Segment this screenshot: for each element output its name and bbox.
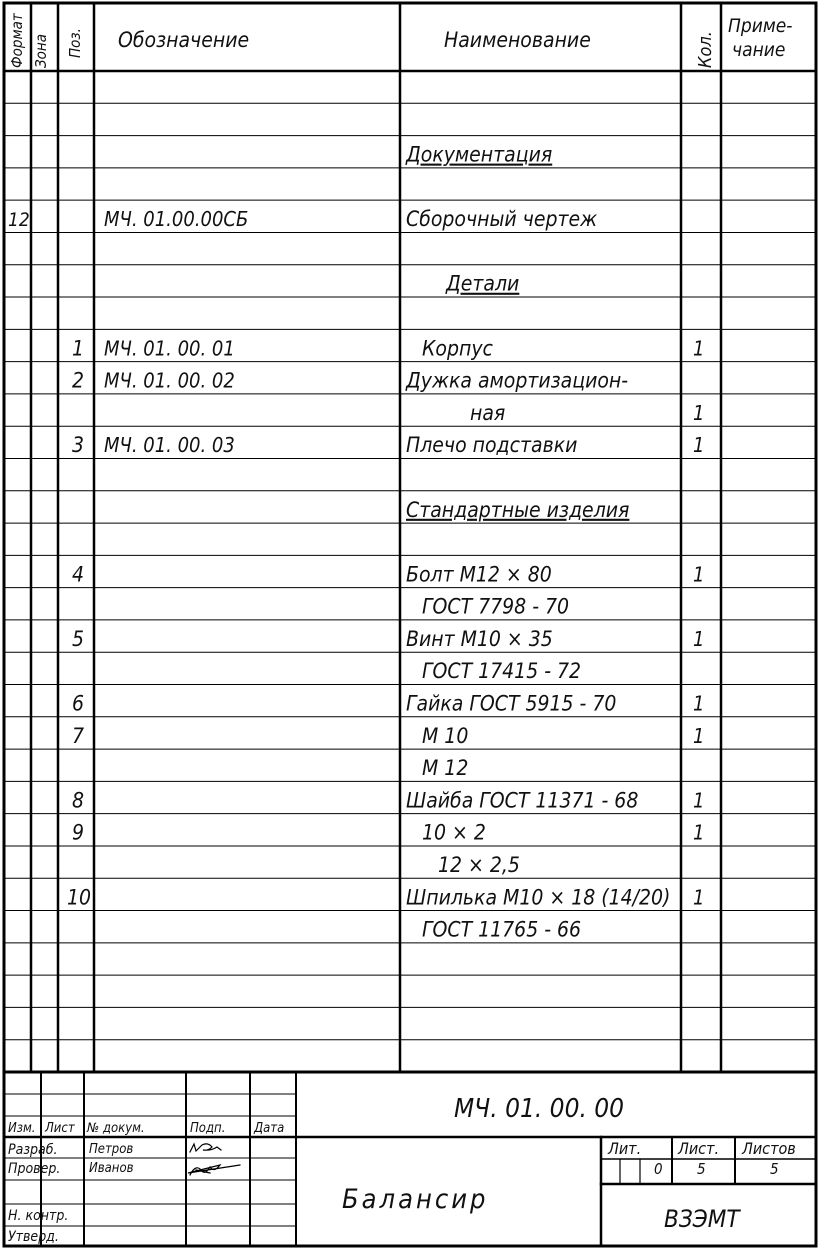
rev-header-sheet: Лист — [45, 1121, 75, 1136]
rev-header-change: Изм. — [8, 1121, 36, 1136]
title-block — [8, 1094, 796, 1245]
specification-rows — [8, 143, 704, 942]
header-qty: Кол. — [695, 31, 716, 68]
row-position: 6 — [72, 691, 85, 716]
sheets-value: 5 — [770, 1160, 779, 1178]
row-name: Сборочный чертеж — [406, 207, 598, 232]
row-quantity: 1 — [693, 433, 705, 458]
organization: ВЗЭМТ — [664, 1205, 740, 1233]
row-position: 7 — [72, 723, 85, 748]
row-format: 12 — [8, 209, 30, 232]
row-name: 12 × 2,5 — [438, 852, 520, 877]
name-checker: Иванов — [89, 1161, 134, 1176]
section-heading: Документация — [406, 142, 553, 167]
sheet-label: Лист. — [678, 1139, 720, 1158]
row-name: Винт М10 × 35 — [406, 626, 553, 651]
row-designation: МЧ. 01. 00. 02 — [104, 368, 235, 393]
row-position: 5 — [72, 626, 85, 651]
row-quantity: 1 — [693, 691, 705, 716]
row-name: ная — [470, 400, 506, 425]
row-designation: МЧ. 01.00.00СБ — [104, 207, 249, 232]
row-quantity: 1 — [693, 820, 705, 845]
header-note-line2: чание — [732, 39, 786, 61]
document-code: МЧ. 01. 00. 00 — [454, 1094, 625, 1124]
row-quantity: 1 — [693, 562, 705, 587]
header-name: Наименование — [444, 28, 591, 52]
row-name: 10 × 2 — [422, 820, 486, 845]
row-name: Гайка ГОСТ 5915 - 70 — [406, 691, 617, 716]
lit-value: 0 — [654, 1160, 663, 1178]
row-quantity: 1 — [693, 885, 705, 910]
header-pos: Поз. — [66, 28, 84, 58]
row-name: М 12 — [422, 756, 469, 781]
row-quantity: 1 — [693, 788, 705, 813]
row-name: ГОСТ 7798 - 70 — [422, 594, 570, 619]
row-position: 10 — [67, 885, 92, 910]
row-position: 2 — [72, 368, 85, 393]
role-norm-control: Н. контр. — [8, 1208, 69, 1224]
rev-header-sign: Подп. — [190, 1121, 226, 1136]
section-heading: Стандартные изделия — [406, 497, 630, 522]
rev-header-date: Дата — [254, 1121, 285, 1136]
signature-developer — [190, 1144, 221, 1152]
row-position: 8 — [72, 788, 85, 813]
row-designation: МЧ. 01. 00. 01 — [104, 336, 235, 361]
row-quantity: 1 — [693, 336, 705, 361]
row-quantity: 1 — [693, 626, 705, 651]
row-position: 3 — [72, 433, 85, 458]
signature-checker — [188, 1165, 240, 1175]
section-heading: Детали — [446, 271, 520, 296]
row-name: Корпус — [422, 336, 493, 361]
row-name: Шпилька М10 × 18 (14/20) — [406, 885, 671, 910]
row-designation: МЧ. 01. 00. 03 — [104, 433, 235, 458]
lit-label: Лит. — [608, 1139, 642, 1158]
row-name: ГОСТ 17415 - 72 — [422, 659, 582, 684]
row-position: 1 — [72, 336, 85, 361]
role-approver: Утверд. — [8, 1229, 59, 1245]
row-name: Болт М12 × 80 — [406, 562, 552, 587]
row-quantity: 1 — [693, 723, 705, 748]
row-name: М 10 — [422, 723, 469, 748]
sheets-label: Листов — [742, 1139, 796, 1158]
header-zone: Зона — [32, 34, 50, 68]
table-grid-lines — [4, 3, 816, 1246]
sheet-value: 5 — [697, 1160, 706, 1178]
role-checker: Провер. — [8, 1161, 61, 1177]
header-designation: Обозначение — [118, 28, 250, 52]
name-developer: Петров — [89, 1142, 134, 1157]
row-name: Дужка амортизацион- — [406, 368, 629, 393]
header-note-line1: Приме- — [728, 15, 793, 37]
product-name: Балансир — [342, 1184, 489, 1215]
role-developer: Разраб. — [8, 1142, 58, 1158]
row-name: Плечо подставки — [406, 433, 578, 458]
row-name: ГОСТ 11765 - 66 — [422, 917, 582, 942]
rev-header-docnum: № докум. — [87, 1121, 145, 1136]
row-position: 4 — [72, 562, 85, 587]
row-position: 9 — [72, 820, 85, 845]
row-quantity: 1 — [693, 400, 705, 425]
header-format: Формат — [8, 13, 26, 68]
row-name: Шайба ГОСТ 11371 - 68 — [406, 788, 639, 813]
